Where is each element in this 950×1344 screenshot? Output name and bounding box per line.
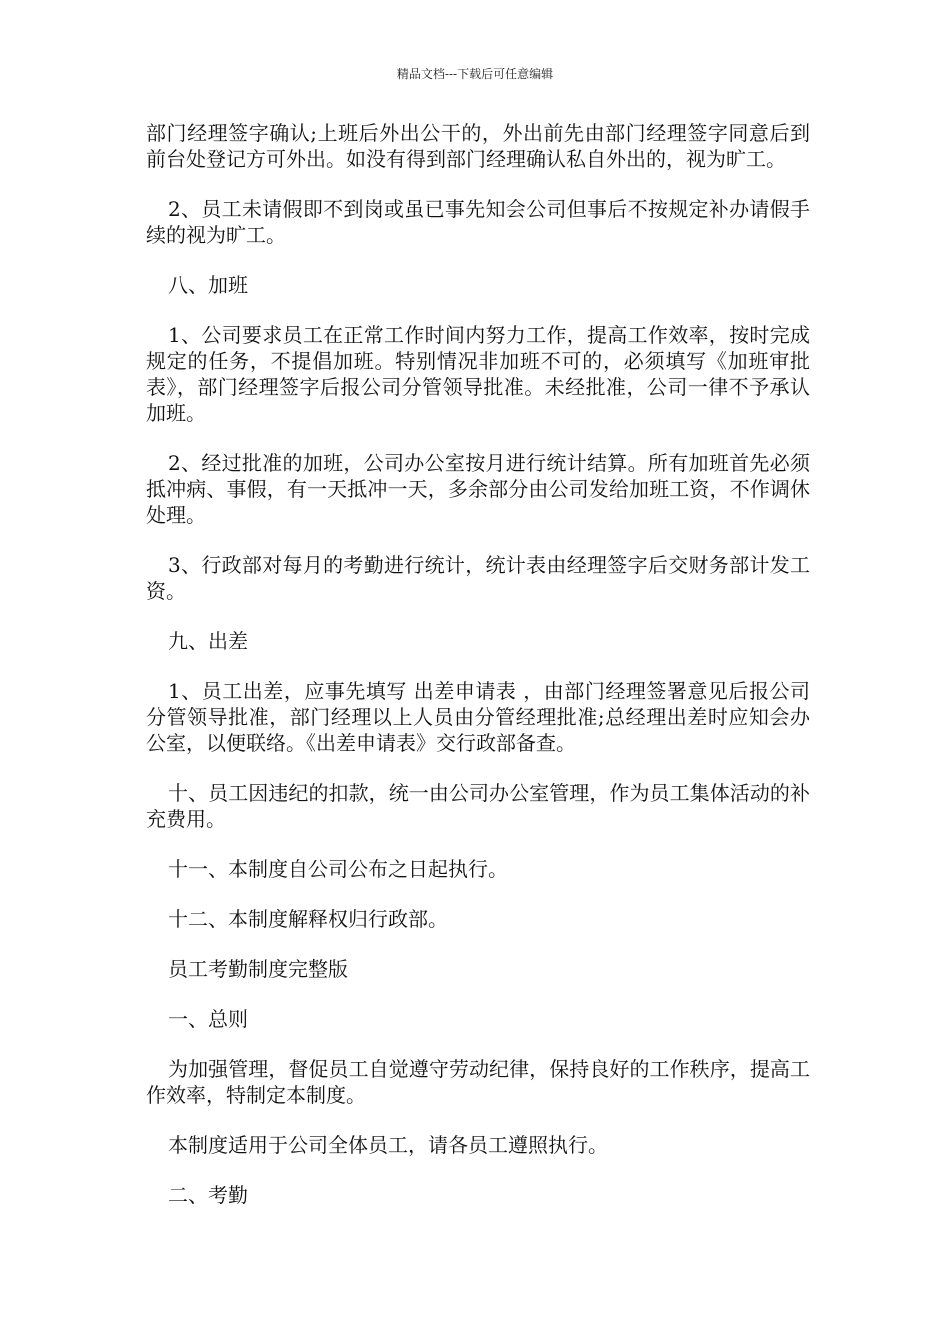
paragraph-section-10: 十、员工因违纪的扣款，统一由公司办公室管理，作为员工集体活动的补充费用。 (146, 781, 810, 831)
paragraph-absence-rule-2: 2、员工未请假即不到岗或虽已事先知会公司但事后不按规定补办请假手续的视为旷工。 (146, 197, 810, 247)
paragraph-overtime-rule-2: 2、经过批准的加班，公司办公室按月进行统计结算。所有加班首先必须抵冲病、事假，有一天抵冲一天，多余部分由公司发给加班工资，不作调休处理。 (146, 451, 810, 527)
paragraph-section-12: 十二、本制度解释权归行政部。 (168, 907, 448, 931)
paragraph-business-trip-rule-1: 1、员工出差，应事先填写 出差申请表 ，由部门经理签署意见后报公司分管领导批准，部门经理以上人员由分管经理批准;总经理出差时应知会办公室，以便联络。《出差申请表》交行政部备查。 (146, 679, 810, 755)
paragraph-general-purpose: 为加强管理，督促员工自觉遵守劳动纪律，保持良好的工作秩序，提高工作效率，特制定本制度。 (146, 1057, 810, 1107)
section-heading-business-trip: 九、出差 (168, 629, 248, 653)
paragraph-overtime-rule-1: 1、公司要求员工在正常工作时间内努力工作，提高工作效率，按时完成规定的任务，不提倡加班。特别情况非加班不可的，必须填写《加班审批表》，部门经理签字后报公司分管领导批准。未经批准，公司一律不予承认加班。 (146, 323, 810, 425)
page-header: 精品文档---下载后可任意编辑 (396, 67, 554, 81)
document-subtitle: 员工考勤制度完整版 (168, 957, 348, 981)
section-heading-overtime: 八、加班 (168, 273, 248, 297)
paragraph-general-scope: 本制度适用于公司全体员工，请各员工遵照执行。 (168, 1133, 608, 1157)
section-heading-attendance: 二、考勤 (168, 1183, 248, 1207)
paragraph-continuation: 部门经理签字确认;上班后外出公干的，外出前先由部门经理签字同意后到前台处登记方可外出。如没有得到部门经理确认私自外出的，视为旷工。 (146, 121, 810, 171)
paragraph-section-11: 十一、本制度自公司公布之日起执行。 (168, 857, 508, 881)
section-heading-general: 一、总则 (168, 1007, 248, 1031)
paragraph-overtime-rule-3: 3、行政部对每月的考勤进行统计，统计表由经理签字后交财务部计发工资。 (146, 553, 810, 603)
document-body (146, 120, 810, 1232)
